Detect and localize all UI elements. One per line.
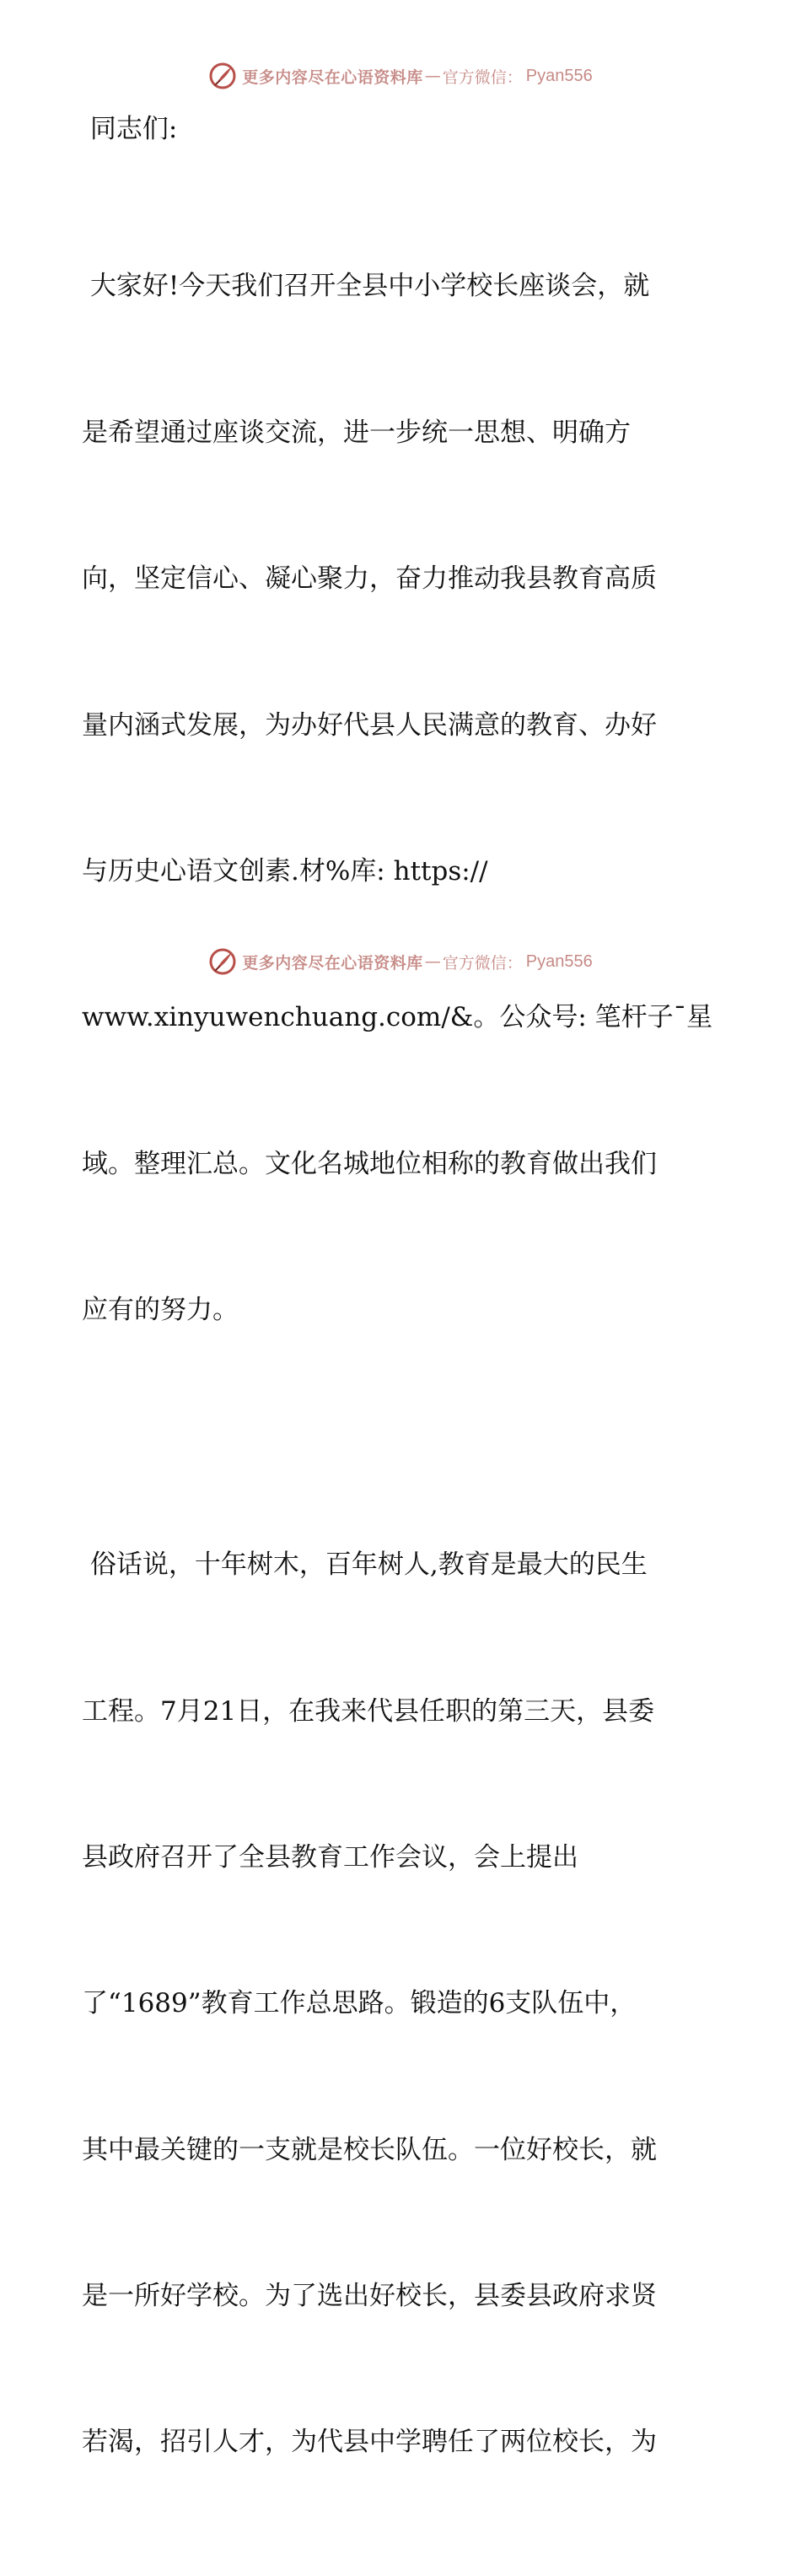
document-body <box>82 105 723 2576</box>
text-line: 与历史心语文创素.材%库: https:// <box>82 855 488 887</box>
banner-dash: — <box>424 67 441 85</box>
banner-wechat-id: Pyan556 <box>525 951 593 971</box>
text-line: 其中最关键的一支就是校长队伍。一位好校长，就 <box>82 2134 657 2165</box>
salutation: 同志们: <box>82 114 178 144</box>
text-line: 大家好!今天我们召开全县中小学校长座谈会，就 <box>82 271 650 302</box>
feather-pen-icon <box>208 947 237 976</box>
banner-brand-text: 更多内容尽在心语资料库 <box>242 67 423 87</box>
text-line: 应有的努力。 <box>82 1295 239 1326</box>
text-line: 了“1689”教育工作总思路。锻造的6支队伍中， <box>82 1988 637 2019</box>
banner-dash: — <box>424 952 441 971</box>
banner-wechat-id: Pyan556 <box>525 66 593 85</box>
header-banner <box>0 59 801 93</box>
text-line: 县政府召开了全县教育工作会议，会上提出 <box>82 1841 578 1873</box>
paragraph-2 <box>82 1444 723 2565</box>
footer-banner <box>0 945 801 978</box>
text-line: 若渴，招引人才，为代县中学聘任了两位校长，为 <box>82 2427 657 2458</box>
text-line: www.xinyuwenchuang.com/&。公众号: 笔杆子¯星 <box>82 1002 713 1033</box>
banner-official-label: 官方微信： <box>442 67 523 87</box>
banner-brand-text: 更多内容尽在心语资料库 <box>242 953 423 973</box>
text-line: 俗话说，十年树木，百年树人,教育是最大的民生 <box>82 1549 648 1581</box>
banner-official-label: 官方微信： <box>442 953 523 973</box>
text-line: 是一所好学校。为了选出好校长，县委县政府求贤 <box>82 2281 657 2312</box>
text-line: 域。整理汇总。文化名城地位相称的教育做出我们 <box>82 1148 657 1179</box>
feather-pen-icon <box>208 62 237 90</box>
text-line: 是希望通过座谈交流，进一步统一思想、明确方 <box>82 417 631 448</box>
text-line: 向，坚定信心、凝心聚力，奋力推动我县教育高质 <box>82 563 657 595</box>
text-line: 量内涵式发展，为办好代县人民满意的教育、办好 <box>82 709 657 741</box>
text-line: 工程。7月21日，在我来代县任职的第三天，县委 <box>82 1695 655 1727</box>
paragraph-1 <box>82 165 723 1433</box>
